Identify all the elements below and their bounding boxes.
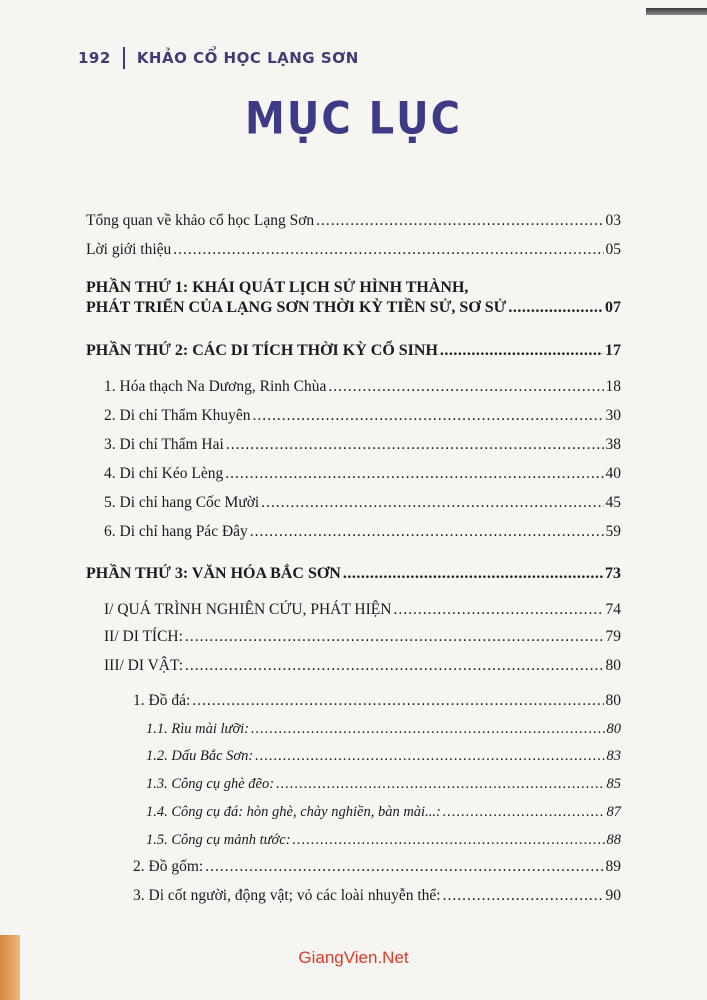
toc-entry[interactable]: 5. Di chỉ hang Cốc Mười ..... 45 [104, 494, 621, 512]
toc-entry[interactable]: 1. Hóa thạch Na Dương, Rinh Chùa ..... 18 [104, 378, 621, 396]
toc-entry-part[interactable]: PHẦN THỨ 3: VĂN HÓA BẮC SƠN ..... 73 [86, 565, 621, 583]
watermark: GiangVien.Net [298, 948, 409, 967]
toc-entry-sub[interactable]: 1.4. Công cụ đá: hòn ghè, chày nghiền, bàn mài...: ..... 87 [146, 804, 621, 821]
toc-entry[interactable]: 2. Di chỉ Thẩm Khuyên ..... 30 [104, 407, 621, 425]
toc-entry[interactable]: 3. Di chỉ Thẩm Hai ..... 38 [104, 436, 621, 454]
page-number: 192 [78, 49, 111, 67]
toc-entry-sub[interactable]: 1.1. Rìu mài lưỡi: ..... 80 [146, 721, 621, 738]
toc-entry[interactable]: 4. Di chỉ Kéo Lèng ..... 40 [104, 465, 621, 483]
toc-entry[interactable]: III/ DI VẬT: ..... 80 [104, 657, 621, 675]
toc-entry[interactable]: Lời giới thiệu ..... 05 [86, 241, 621, 259]
toc-entry[interactable]: II/ DI TÍCH: ..... 79 [104, 628, 621, 646]
toc-entry[interactable]: 6. Di chỉ hang Pác Đây ..... 59 [104, 523, 621, 541]
toc-entry-sub[interactable]: 1.3. Công cụ ghè đẽo: ..... 85 [146, 776, 621, 793]
toc-entry-part[interactable]: PHẦN THỨ 2: CÁC DI TÍCH THỜI KỲ CỔ SINH ..... 17 [86, 342, 621, 360]
toc-entry-sub[interactable]: 1.5. Công cụ mảnh tước: ..... 88 [146, 832, 621, 849]
toc-entry[interactable]: Tổng quan về khảo cổ học Lạng Sơn ..... 03 [86, 212, 621, 230]
part-heading-line: PHẦN THỨ 1: KHÁI QUÁT LỊCH SỬ HÌNH THÀNH, [86, 279, 469, 296]
toc-entry[interactable]: 3. Di cốt người, động vật; vỏ các loài nhuyễn thể: ..... 90 [133, 887, 621, 905]
book-title: KHẢO CỔ HỌC LẠNG SƠN [136, 49, 359, 67]
toc-entry[interactable]: 2. Đồ gốm: ..... 89 [133, 858, 621, 876]
toc-entry-sub[interactable]: 1.2. Dấu Bắc Sơn: ..... 83 [146, 748, 621, 765]
toc-entry[interactable]: I/ QUÁ TRÌNH NGHIÊN CỨU, PHÁT HIỆN ..... 74 [104, 601, 621, 619]
page-title: MỤC LỤC [245, 93, 462, 145]
toc-entry[interactable]: 1. Đồ đá: ..... 80 [133, 692, 621, 710]
toc-entry-part[interactable]: PHÁT TRIỂN CỦA LẠNG SƠN THỜI KỲ TIỀN SỬ, SƠ SỬ ..... 07 [86, 299, 621, 317]
